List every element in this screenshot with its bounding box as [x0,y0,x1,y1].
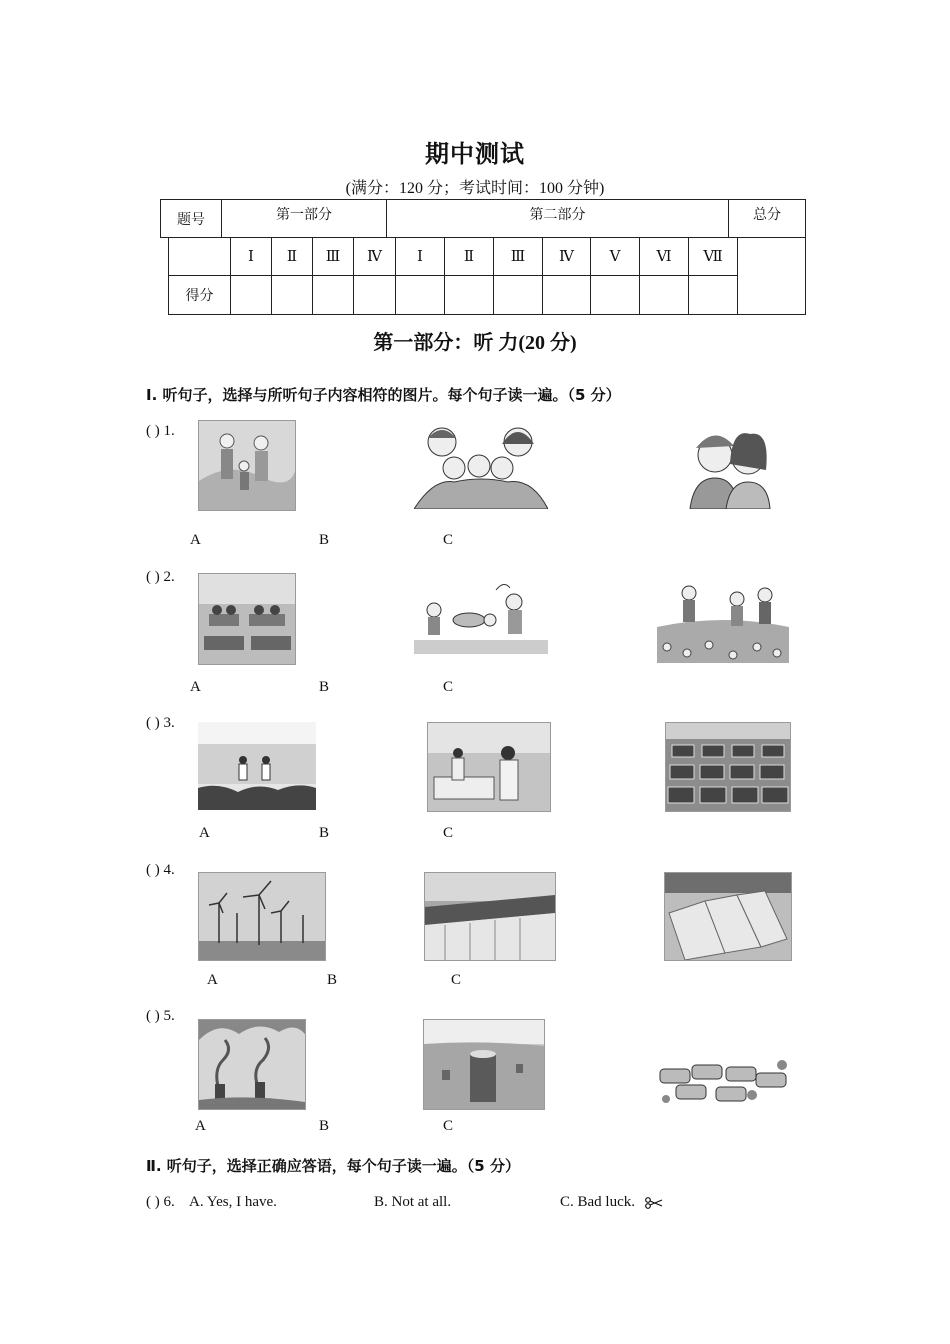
scissors-icon [645,1196,663,1208]
tree-stumps-photo-image [423,1019,545,1110]
dam-spillway-photo-image [424,872,556,961]
table-score-cell[interactable] [395,275,445,315]
wind-turbines-photo-image [198,872,326,961]
table-score-cell[interactable] [688,275,738,315]
question-number[interactable]: ( ) 1. [146,423,175,439]
table-score-cell[interactable] [271,275,313,315]
table-numeral: Ⅱ [271,237,313,276]
table-numeral: Ⅰ [230,237,272,276]
family-group-cartoon-image [414,420,548,509]
children-picnic-cartoon-image [414,580,548,654]
classroom-photo-image [198,573,296,665]
table-blank-cell [168,237,231,276]
section-two-heading: Ⅱ. 听句子，选择正确应答语，每个句子读一遍。（5 分） [146,1157,520,1175]
table-numeral: Ⅵ [639,237,689,276]
option-label: C [443,532,454,548]
table-numeral: Ⅰ [395,237,445,276]
option-label: B [319,679,330,695]
table-numeral: Ⅱ [444,237,494,276]
option-label: C [443,1118,454,1134]
table-numeral: Ⅴ [590,237,640,276]
factory-pollution-drawing-image [198,1019,306,1110]
table-score-cell[interactable] [444,275,494,315]
option-label: B [319,532,330,548]
option-label: B [319,825,330,841]
question-number[interactable]: ( ) 5. [146,1008,175,1024]
table-header-question: 题号 [160,199,222,238]
table-numeral: Ⅲ [312,237,354,276]
hospital-scene-photo-image [427,722,551,812]
traffic-jam-photo-image [665,722,791,812]
table-total-score-cell[interactable] [737,237,806,315]
option-label: C [451,972,462,988]
table-numeral: Ⅳ [353,237,396,276]
option-label: A [199,825,210,841]
table-row-score-label: 得分 [168,275,231,315]
table-numeral: Ⅳ [542,237,591,276]
table-header-total: 总分 [728,199,806,238]
option-label: B [327,972,338,988]
option-label: C [443,825,454,841]
table-score-cell[interactable] [493,275,543,315]
exam-title: 期中测试 [425,142,525,168]
table-score-cell[interactable] [639,275,689,315]
option-label: A [190,679,201,695]
car-exhaust-cartoon-image [656,1055,790,1105]
answer-option-a[interactable]: A. Yes, I have. [189,1194,277,1210]
table-numeral: Ⅶ [688,237,738,276]
section-one-heading: Ⅰ. 听句子，选择与所听句子内容相符的图片。每个句子读一遍。（5 分） [146,386,621,404]
stage-performance-photo-image [198,722,316,810]
question-number[interactable]: ( ) 2. [146,569,175,585]
part-one-title: 第一部分：听 力(20 分) [373,332,577,354]
couple-portrait-cartoon-image [680,420,780,509]
solar-panels-photo-image [664,872,792,961]
option-label: A [207,972,218,988]
option-label: C [443,679,454,695]
table-score-cell[interactable] [312,275,354,315]
children-playing-cartoon-image [657,577,789,663]
option-label: A [190,532,201,548]
option-label: B [319,1118,330,1134]
table-numeral: Ⅲ [493,237,543,276]
question-number[interactable]: ( ) 4. [146,862,175,878]
table-header-part1: 第一部分 [221,199,387,238]
exam-subtitle: (满分：120 分；考试时间：100 分钟) [345,180,605,197]
table-score-cell[interactable] [542,275,591,315]
family-walking-cartoon-image [198,420,296,511]
table-score-cell[interactable] [590,275,640,315]
table-score-cell[interactable] [353,275,396,315]
answer-option-b[interactable]: B. Not at all. [374,1194,452,1210]
table-score-cell[interactable] [230,275,272,315]
question-number[interactable]: ( ) 3. [146,715,175,731]
question-number[interactable]: ( ) 6. [146,1194,175,1210]
option-label: A [195,1118,206,1134]
table-header-part2: 第二部分 [386,199,729,238]
answer-option-c[interactable]: C. Bad luck. [560,1194,635,1210]
